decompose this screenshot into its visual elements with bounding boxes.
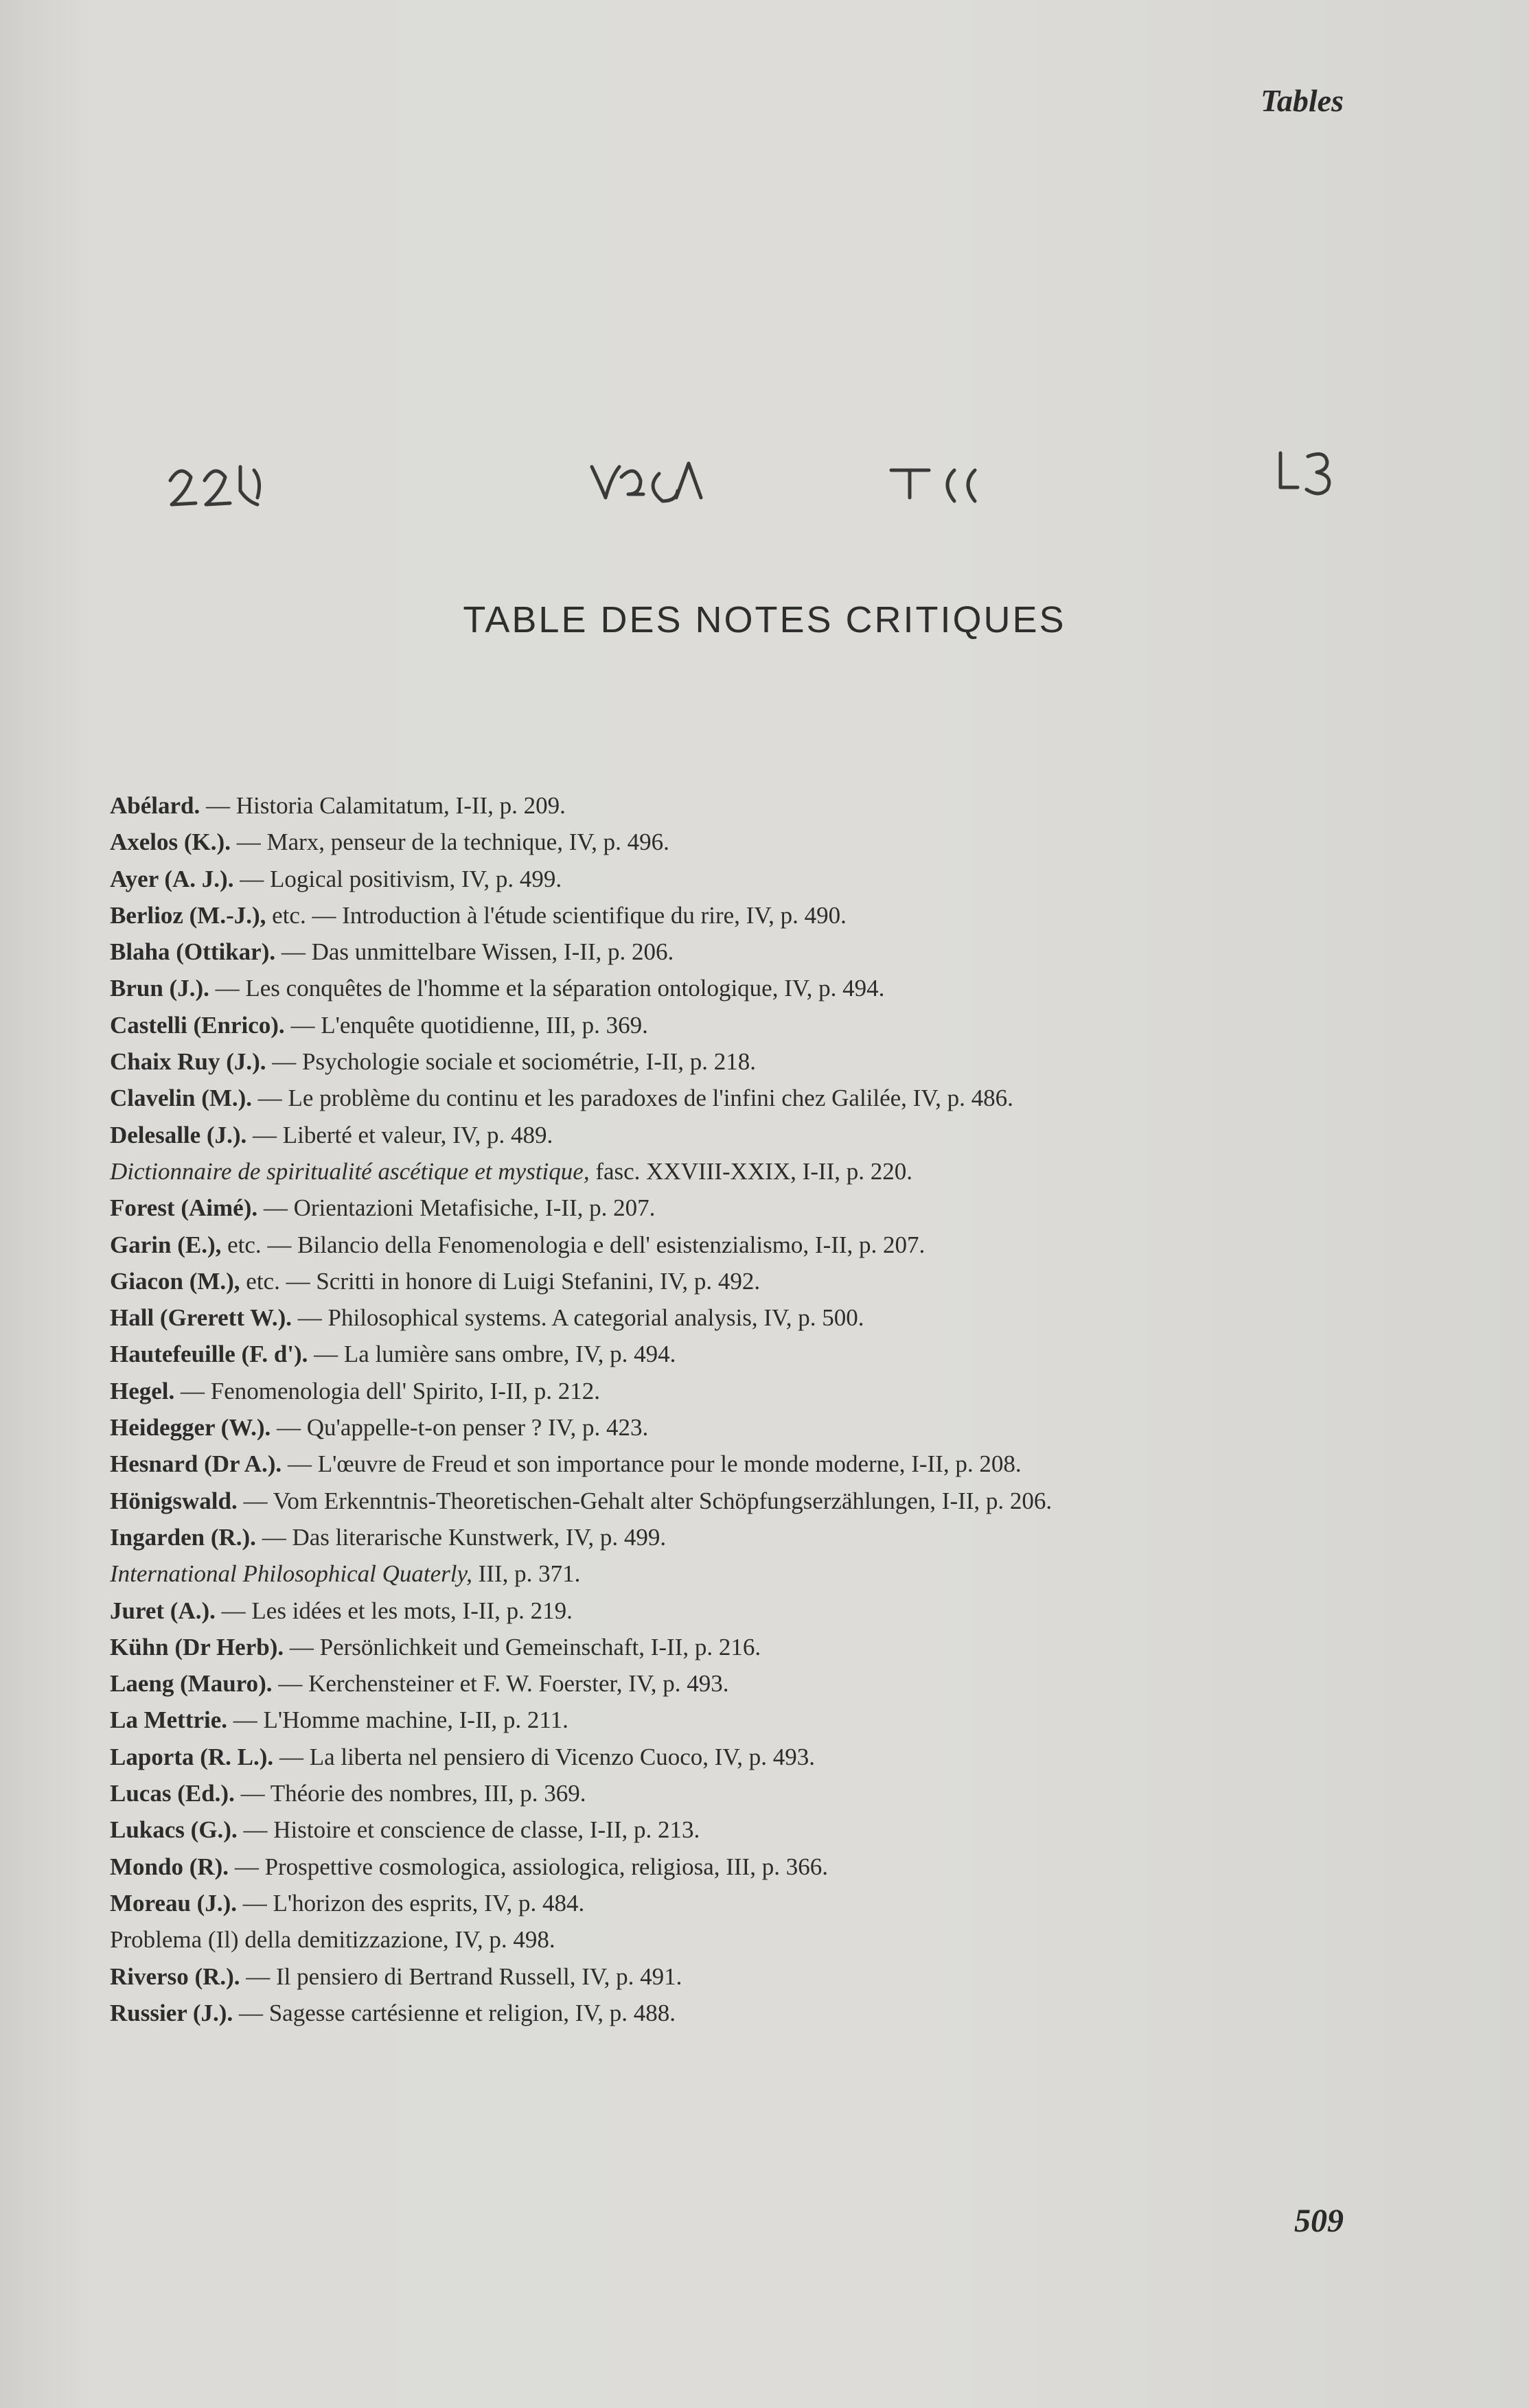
entry-author: Abélard. [110, 792, 200, 819]
entry-italic-title: International Philosophical Quaterly, [110, 1560, 472, 1588]
entry-author: Blaha (Ottikar). [110, 938, 276, 966]
entry [110, 1702, 1318, 1738]
entry-author: Chaix Ruy (J.). [110, 1048, 266, 1076]
entry-text: — Prospettive cosmologica, assiologica, religiosa, III, p. 366. [229, 1853, 828, 1880]
entry-text: — Sagesse cartésienne et religion, IV, p. 488. [233, 1999, 676, 2026]
entry-text: — Les idées et les mots, I-II, p. 219. [215, 1597, 573, 1624]
entry [110, 1263, 1318, 1299]
entry [110, 861, 1318, 897]
entry-author: Mondo (R). [110, 1853, 229, 1880]
entry-text: — Théorie des nombres, III, p. 369. [234, 1780, 586, 1807]
entry-text: — Das unmittelbare Wissen, I-II, p. 206. [275, 938, 674, 966]
entry-text: — Le problème du continu et les paradoxes de l'infini chez Galilée, IV, p. 486. [252, 1085, 1013, 1112]
entry-text: — Histoire et conscience de classe, I-II, p. 213. [237, 1816, 700, 1844]
entry-author: Hegel. [110, 1377, 175, 1404]
entry-author: Lukacs (G.). [110, 1816, 238, 1844]
entry [110, 1117, 1318, 1153]
entry [110, 1593, 1318, 1629]
entry-text: — Fenomenologia dell' Spirito, I-II, p. 212. [174, 1377, 600, 1404]
page-number: 509 [1294, 2203, 1344, 2239]
entry [110, 1885, 1318, 1921]
entry [110, 1299, 1318, 1336]
entry [110, 1995, 1318, 2031]
entry [110, 1409, 1318, 1446]
entry-italic-title: Dictionnaire de spiritualité ascétique et mystique, [110, 1157, 590, 1185]
entry [110, 1665, 1318, 1702]
entry [110, 1629, 1318, 1665]
entry-author: Hesnard (Dr A.). [110, 1450, 282, 1478]
entry-author: Hönigswald. [110, 1487, 238, 1514]
entry-text: — Philosophical systems. A categorial analysis, IV, p. 500. [292, 1304, 864, 1332]
entry-author: Ingarden (R.). [110, 1523, 256, 1551]
entry [110, 934, 1318, 970]
entry [110, 1446, 1318, 1482]
entry-author: Moreau (J.). [110, 1889, 237, 1917]
entry [110, 897, 1318, 934]
entry [110, 1775, 1318, 1811]
entry [110, 1007, 1318, 1043]
entry-author: Hall (Grerett W.). [110, 1304, 292, 1332]
entry [110, 1373, 1318, 1409]
entry-text: fasc. XXVIII-XXIX, I-II, p. 220. [589, 1157, 912, 1185]
handwritten-annotation [165, 439, 1373, 515]
entry [110, 1336, 1318, 1372]
entry-text: — La liberta nel pensiero di Vicenzo Cuoco, IV, p. 493. [273, 1743, 815, 1770]
entry-author: Brun (J.). [110, 975, 209, 1002]
entry-text: — Orientazioni Metafisiche, I-II, p. 207. [257, 1194, 656, 1222]
entry-author: Delesalle (J.). [110, 1121, 247, 1148]
entry-author: Hautefeuille (F. d'). [110, 1341, 308, 1368]
entry [110, 1849, 1318, 1885]
entry [110, 1921, 1318, 1958]
entry [110, 1811, 1318, 1848]
entry-text: — L'enquête quotidienne, III, p. 369. [284, 1011, 648, 1039]
entry-author: Heidegger (W.). [110, 1414, 271, 1442]
entry-text: — Persönlichkeit und Gemeinschaft, I-II, p. 216. [284, 1633, 761, 1660]
entry-text: III, p. 371. [472, 1560, 581, 1588]
entry [110, 787, 1318, 824]
entry-author: Castelli (Enrico). [110, 1011, 285, 1039]
entry-author: Russier (J.). [110, 1999, 233, 2026]
entry-text: — L'Homme machine, I-II, p. 211. [227, 1706, 568, 1734]
entry-author: Clavelin (M.). [110, 1085, 253, 1112]
entry-text: — Kerchensteiner et F. W. Foerster, IV, p. 493. [272, 1670, 729, 1698]
entry-author: Ayer (A. J.). [110, 865, 234, 892]
entry-author: Berlioz (M.-J.), [110, 901, 266, 929]
page-title: TABLE DES NOTES CRITIQUES [463, 599, 1066, 640]
entry-text: — Vom Erkenntnis-Theoretischen-Gehalt alter Schöpfungserzählungen, I-II, p. 206. [237, 1487, 1053, 1514]
entry [110, 1483, 1318, 1519]
entry-author: La Mettrie. [110, 1706, 228, 1734]
entry-text: etc. — Introduction à l'étude scientifique du rire, IV, p. 490. [266, 901, 847, 929]
entry-author: Forest (Aimé). [110, 1194, 258, 1222]
entry-author: Garin (E.), [110, 1231, 222, 1258]
entry [110, 970, 1318, 1006]
entry-text: — L'œuvre de Freud et son importance pour le monde moderne, I-II, p. 208. [281, 1450, 1022, 1478]
entry-text: — Psychologie sociale et sociométrie, I-II, p. 218. [266, 1048, 756, 1076]
entry [110, 1739, 1318, 1775]
entry-author: Lucas (Ed.). [110, 1780, 235, 1807]
entry-author: Riverso (R.). [110, 1963, 240, 1990]
entries-list [110, 787, 1318, 2031]
entry-text: — Historia Calamitatum, I-II, p. 209. [200, 792, 566, 819]
entry-text: — L'horizon des esprits, IV, p. 484. [237, 1889, 585, 1917]
entry-author: Axelos (K.). [110, 829, 231, 856]
entry [110, 1227, 1318, 1263]
entry-text: Problema (Il) della demitizzazione, IV, p. 498. [110, 1926, 555, 1954]
entry-text: — Il pensiero di Bertrand Russell, IV, p. 491. [240, 1963, 682, 1990]
entry-text: — Marx, penseur de la technique, IV, p. 496. [230, 829, 669, 856]
entry [110, 1043, 1318, 1080]
entry-author: Laporta (R. L.). [110, 1743, 274, 1770]
entry [110, 1519, 1318, 1555]
entry-text: — La lumière sans ombre, IV, p. 494. [308, 1341, 676, 1368]
entry [110, 1190, 1318, 1226]
entry-text: — Qu'appelle-t-on penser ? IV, p. 423. [271, 1414, 649, 1442]
entry [110, 1153, 1318, 1190]
entry-text: — Logical positivism, IV, p. 499. [233, 865, 562, 892]
entry [110, 1958, 1318, 1995]
running-head: Tables [1261, 83, 1344, 118]
entry-text: etc. — Bilancio della Fenomenologia e dell' esistenzialismo, I-II, p. 207. [221, 1231, 926, 1258]
entry-author: Laeng (Mauro). [110, 1670, 273, 1698]
entry [110, 1080, 1318, 1116]
entry-text: — Das literarische Kunstwerk, IV, p. 499. [255, 1523, 667, 1551]
entry [110, 824, 1318, 860]
entry-text: etc. — Scritti in honore di Luigi Stefanini, IV, p. 492. [240, 1267, 761, 1295]
entry-author: Giacon (M.), [110, 1267, 240, 1295]
entry-text: — Liberté et valeur, IV, p. 489. [246, 1121, 553, 1148]
entry-author: Kühn (Dr Herb). [110, 1633, 284, 1660]
entry-text: — Les conquêtes de l'homme et la séparation ontologique, IV, p. 494. [209, 975, 885, 1002]
entry [110, 1555, 1318, 1592]
entry-author: Juret (A.). [110, 1597, 216, 1624]
